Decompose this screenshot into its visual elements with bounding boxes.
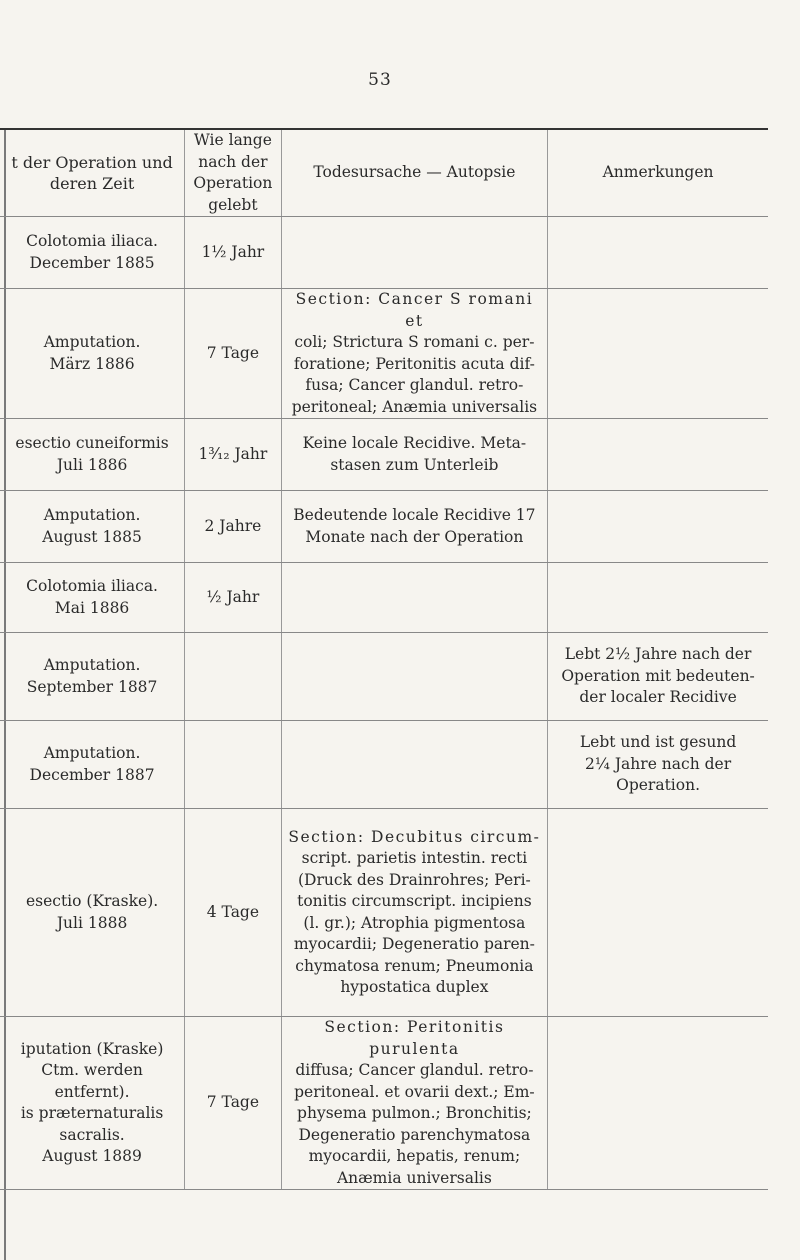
header-notes: Anmerkungen	[548, 129, 768, 217]
operation-cell-line: Amputation.	[43, 656, 141, 674]
operation-cell	[0, 809, 185, 1017]
notes-cell-line: Lebt 2½ Jahre nach der	[564, 645, 752, 664]
cause-cell	[281, 633, 547, 721]
cause-cell	[281, 491, 547, 563]
cause-cell	[281, 721, 547, 809]
survival-cell: 4 Tage	[185, 809, 282, 1017]
operation-cell-line: December 1885	[29, 253, 155, 272]
operation-cell-line: August 1889	[42, 1147, 142, 1165]
operation-cell-line: is præternaturalis	[20, 1104, 164, 1122]
operation-cell-line: Juli 1886	[56, 455, 128, 474]
cause-cell	[281, 419, 547, 491]
notes-cell-line: 2¼ Jahre nach der	[585, 754, 732, 773]
notes-cell-line: der localer Recidive	[579, 688, 737, 707]
table-row	[0, 491, 768, 563]
cause-cell-line: script. parietis intestin. recti	[301, 849, 528, 867]
cause-cell	[281, 217, 547, 289]
cause-cell-line: (Druck des Drainrohres; Peri-	[298, 870, 531, 889]
notes-cell	[548, 419, 768, 491]
notes-cell	[548, 289, 768, 419]
operation-cell-line: Amputation.	[43, 744, 141, 762]
survival-cell: 1³⁄₁₂ Jahr	[185, 419, 282, 491]
cause-cell-line: diffusa; Cancer glandul. retro-	[295, 1061, 534, 1079]
survival-cell	[185, 721, 282, 809]
survival-cell	[185, 633, 282, 721]
table-row	[0, 1017, 768, 1190]
operation-cell-line: esectio cuneiformis	[15, 434, 169, 452]
cause-cell-line: coli; Strictura S romani c. per-	[294, 333, 535, 351]
operation-cell-line: esectio (Kraske).	[25, 892, 159, 910]
table-row	[0, 563, 768, 633]
operation-cell	[0, 419, 185, 491]
operation-cell	[0, 217, 185, 289]
operation-cell-line: sacralis.	[59, 1125, 125, 1144]
table-header-row	[0, 129, 768, 217]
operation-cell	[0, 721, 185, 809]
table-row	[0, 217, 768, 289]
cause-cell-line: Anæmia universalis	[336, 1168, 492, 1187]
survival-cell: 7 Tage	[185, 289, 282, 419]
table-row	[0, 289, 768, 419]
cause-cell-line: myocardii, hepatis, renum;	[308, 1147, 521, 1165]
table-row	[0, 721, 768, 809]
cause-cell-line: Bedeutende locale Recidive 17	[293, 506, 536, 524]
operation-cell	[0, 1017, 185, 1190]
cause-cell-line: chymatosa renum; Pneumonia	[295, 956, 534, 975]
notes-cell	[548, 633, 768, 721]
operation-cell-line: März 1886	[49, 354, 135, 373]
notes-cell	[548, 217, 768, 289]
header-survival: Wie lange nach der Operation gelebt	[185, 129, 282, 217]
cause-cell-line: stasen zum Unterleib	[330, 455, 499, 474]
cause-cell-line: fusa; Cancer glandul. retro-	[305, 376, 524, 394]
notes-cell	[548, 1017, 768, 1190]
cause-cell-line: Degeneratio parenchymatosa	[298, 1125, 531, 1144]
operation-cell-line: Colotomia iliaca.	[26, 577, 158, 595]
operation-cell-line: Mai 1886	[54, 598, 130, 617]
notes-cell	[548, 491, 768, 563]
survival-cell: ½ Jahr	[185, 563, 282, 633]
cause-cell-line: foratione; Peritonitis acuta dif-	[293, 354, 535, 373]
cause-cell	[281, 1017, 547, 1190]
table-row	[0, 419, 768, 491]
cause-cell-line: Section: Cancer S romani et	[295, 290, 534, 330]
cause-cell	[281, 289, 547, 419]
operation-cell-line: Amputation.	[43, 333, 141, 351]
operation-cell-line: Ctm. werden entfernt).	[41, 1061, 143, 1101]
notes-cell	[548, 563, 768, 633]
table-row	[0, 809, 768, 1017]
survival-cell: 2 Jahre	[185, 491, 282, 563]
operation-cell-line: August 1885	[42, 527, 142, 546]
table-row	[0, 633, 768, 721]
page-number: 53	[368, 70, 392, 90]
operation-cell-line: Amputation.	[43, 506, 141, 524]
notes-cell-line: Lebt und ist gesund	[579, 733, 737, 752]
header-operation: t der Operation und deren Zeit	[0, 129, 185, 217]
operation-cell-line: September 1887	[26, 677, 158, 696]
surgery-results-table	[0, 128, 768, 1190]
cause-cell-line: Section: Peritonitis purulenta	[324, 1018, 505, 1058]
notes-cell-line: Operation.	[616, 776, 701, 795]
operation-cell-line: iputation (Kraske)	[20, 1039, 164, 1058]
header-cause: Todesursache — Autopsie	[281, 129, 547, 217]
cause-cell-line: peritoneal. et ovarii dext.; Em-	[294, 1082, 535, 1101]
cause-cell-line: Section: Decubitus circum-	[288, 827, 541, 846]
operation-cell	[0, 491, 185, 563]
notes-cell	[548, 809, 768, 1017]
operation-cell-line: Juli 1888	[56, 913, 128, 932]
cause-cell-line: (l. gr.); Atrophia pigmentosa	[303, 913, 526, 932]
cause-cell-line: myocardii; Degeneratio paren-	[293, 935, 535, 953]
cause-cell-line: peritoneal; Anæmia universalis	[291, 397, 538, 416]
cause-cell-line: Keine locale Recidive. Meta-	[302, 434, 527, 452]
operation-cell	[0, 633, 185, 721]
operation-cell-line: December 1887	[29, 765, 155, 784]
notes-cell	[548, 721, 768, 809]
cause-cell	[281, 563, 547, 633]
cause-cell-line: physema pulmon.; Bronchitis;	[297, 1104, 532, 1122]
notes-cell-line: Operation mit bedeuten-	[561, 666, 755, 685]
cause-cell-line: hypostatica duplex	[340, 978, 489, 996]
cause-cell-line: Monate nach der Operation	[305, 527, 524, 546]
survival-cell: 7 Tage	[185, 1017, 282, 1190]
operation-cell-line: Colotomia iliaca.	[26, 232, 158, 250]
operation-cell	[0, 289, 185, 419]
operation-cell	[0, 563, 185, 633]
survival-cell: 1½ Jahr	[185, 217, 282, 289]
cause-cell	[281, 809, 547, 1017]
cause-cell-line: tonitis circumscript. incipiens	[297, 892, 532, 910]
